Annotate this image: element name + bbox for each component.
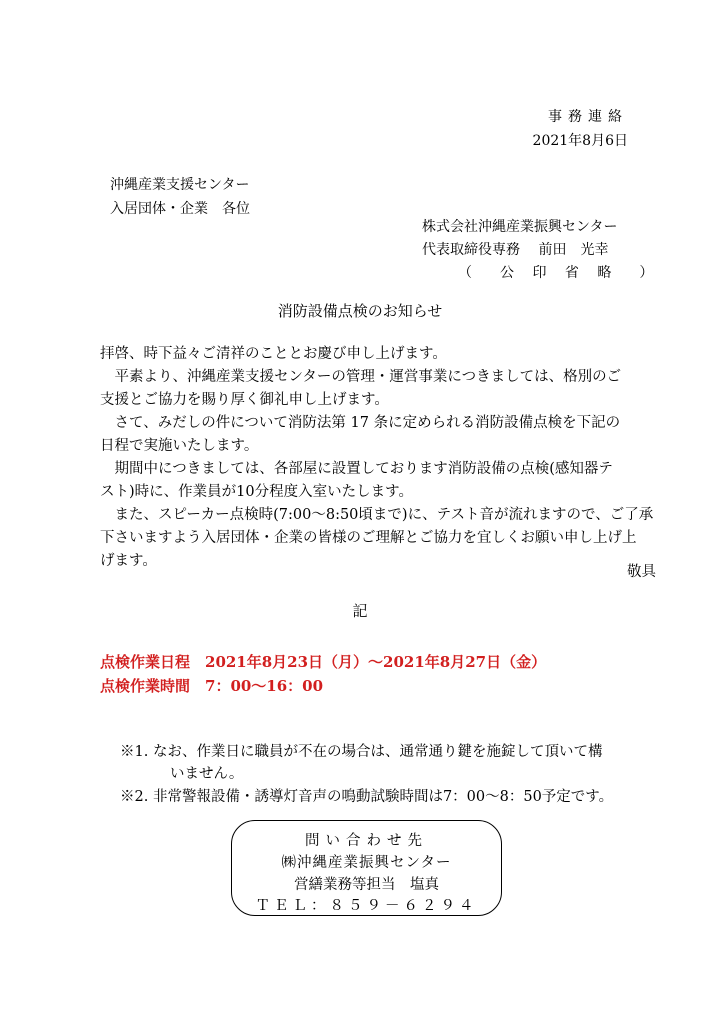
- note-1-continued: いません。: [170, 766, 244, 782]
- body-line: スト)時に、作業員が10分程度入室いたします。: [100, 484, 413, 500]
- body-line: 下さいますよう入居団体・企業の皆様のご理解とご協力を宜しくお願い申し上げ上: [100, 530, 637, 546]
- document-title-text: 消防設備点検のお知らせ: [277, 302, 443, 320]
- document-type: 事務連絡: [548, 109, 628, 125]
- body-line: さて、みだしの件について消防法第 17 条に定められる消防設備点検を下記の: [100, 415, 621, 431]
- sender-representative: 代表取締役専務 前田 光幸: [422, 242, 609, 258]
- body-line: 期間中につきましては、各部屋に設置しております消防設備の点検(感知器テ: [100, 461, 613, 477]
- body-text: [100, 343, 656, 573]
- document-title: [0, 300, 724, 321]
- schedule-time: 点検作業時間 7：00～16：00: [100, 677, 324, 695]
- body-line: 日程で実施いたします。: [100, 438, 259, 454]
- body-line: げます。: [100, 553, 157, 569]
- contact-company: ㈱沖縄産業振興センター: [281, 855, 452, 871]
- ki-heading-text: 記: [352, 602, 368, 620]
- contact-heading: 問い合わせ先: [305, 833, 428, 849]
- body-line: 支援とご協力を賜り厚く御礼申し上げます。: [100, 392, 389, 408]
- contact-tel: ＴＥＬ：８５９－６２９４: [255, 898, 478, 914]
- body-line: また、スピーカー点検時(7:00～8:50頃まで)に、テスト音が流れますので、ご了承: [100, 507, 654, 523]
- sender-company: 株式会社沖縄産業振興センター: [422, 219, 618, 235]
- document-date: 2021年8月6日: [532, 133, 628, 149]
- seal-omitted-note: （ 公 印 省 略 ）: [458, 265, 661, 281]
- contact-person: 営繕業務等担当 塩真: [294, 877, 439, 893]
- recipient-line-2: 入居団体・企業 各位: [110, 201, 250, 217]
- body-line: 平素より、沖縄産業支援センターの管理・運営事業につきましては、格別のご: [100, 369, 622, 385]
- contact-box: [231, 820, 502, 916]
- schedule-date: 点検作業日程 2021年8月23日（月）～2021年8月27日（金）: [100, 653, 547, 671]
- note-2: ※2. 非常警報設備・誘導灯音声の鳴動試験時間は7：00～8：50予定です。: [120, 789, 614, 805]
- note-1: ※1. なお、作業日に職員が不在の場合は、通常通り鍵を施錠して頂いて構: [120, 744, 603, 760]
- body-line: 拝啓、時下益々ご清祥のこととお慶び申し上げます。: [100, 346, 447, 362]
- ki-heading: [0, 600, 724, 621]
- closing-word: 敬具: [627, 564, 656, 580]
- recipient-line-1: 沖縄産業支援センター: [110, 177, 250, 193]
